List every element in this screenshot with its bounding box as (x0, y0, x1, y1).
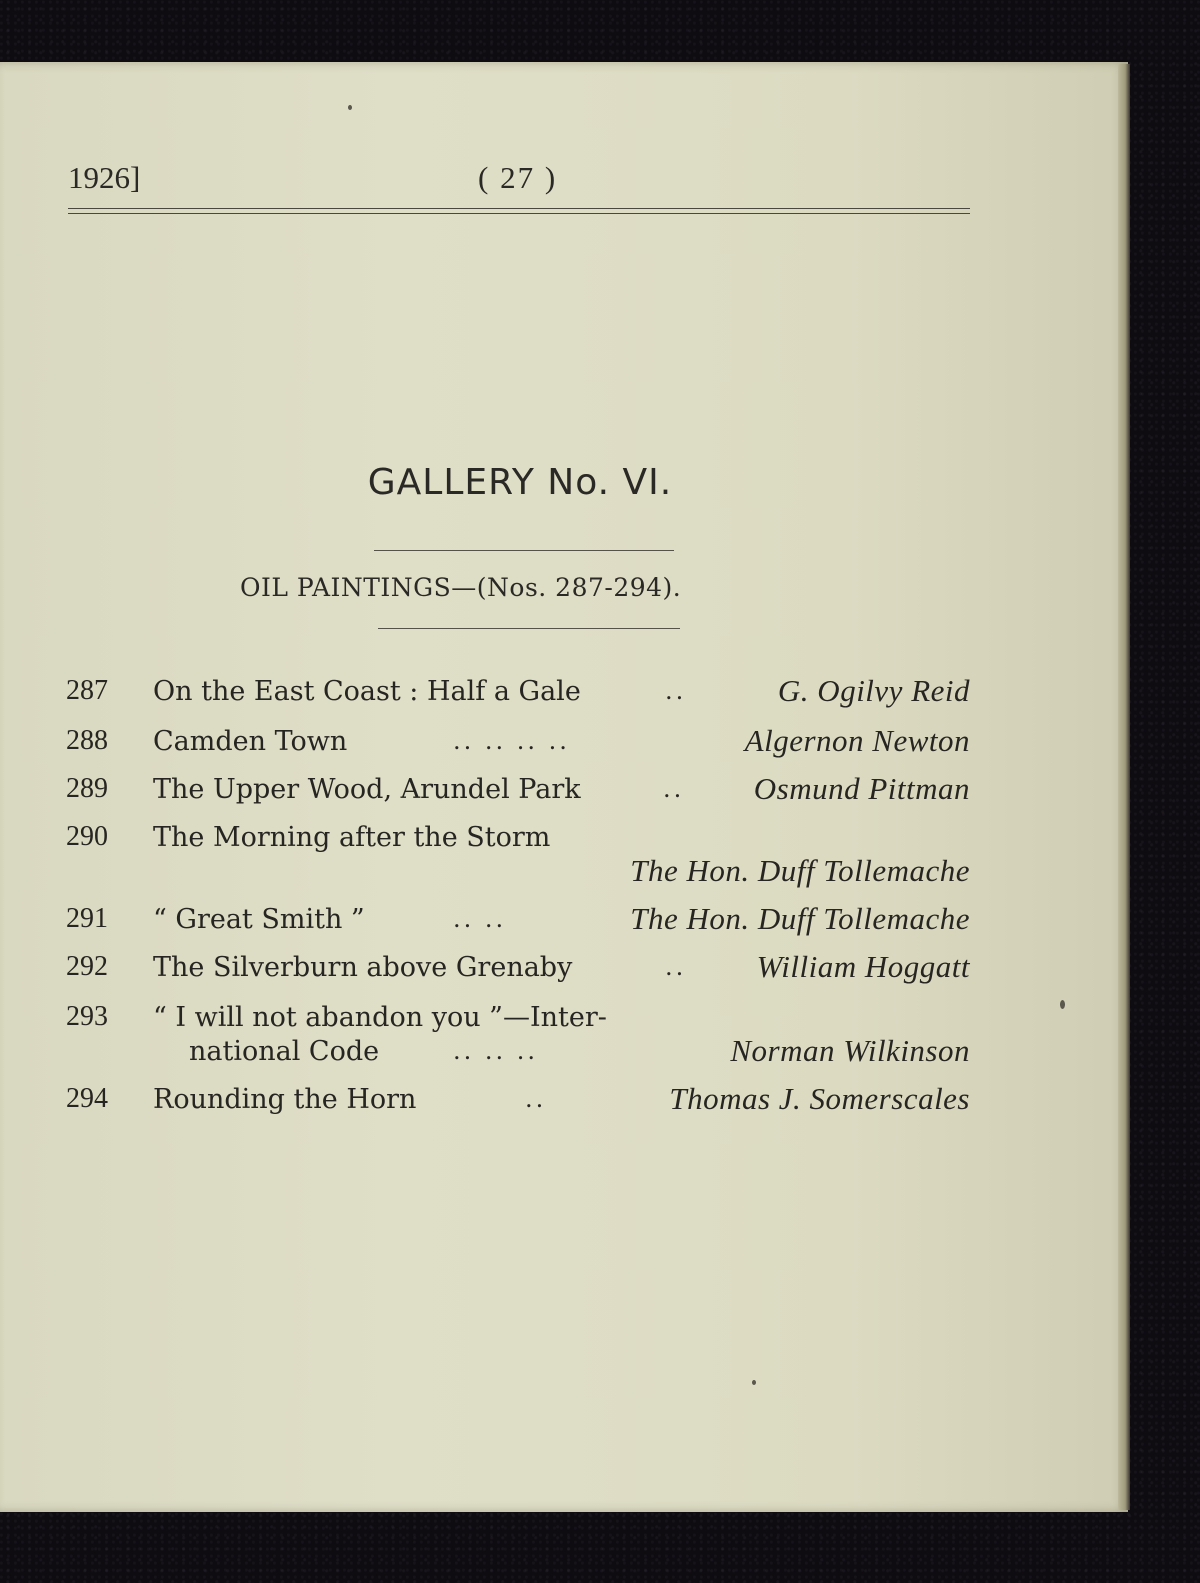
catalogue-list (66, 674, 970, 1130)
header-rule (68, 208, 970, 214)
catalogue-entry (66, 820, 970, 902)
entry-title: “ I will not abandon you ”—Inter- (153, 1002, 607, 1033)
leader-dots: .. (525, 1085, 547, 1113)
section-rule-bottom (378, 628, 680, 629)
leader-dots: .. .. (453, 905, 507, 933)
entry-line (153, 674, 970, 708)
entry-line (153, 724, 970, 758)
entry-artist: Algernon Newton (744, 723, 970, 758)
entry-line (153, 1034, 970, 1068)
entry-artist: The Hon. Duff Tollemache (630, 901, 970, 936)
entry-line (153, 902, 970, 936)
gallery-title: GALLERY No. VI. (367, 462, 673, 503)
paper-speck (752, 1380, 756, 1385)
entry-title: Rounding the Horn (153, 1084, 417, 1115)
entry-title: On the East Coast : Half a Gale (153, 676, 581, 707)
entry-number: 290 (66, 821, 108, 852)
entry-line (153, 854, 970, 888)
catalogue-entry (66, 772, 970, 820)
entry-line (153, 820, 970, 854)
section-rule-top (374, 550, 674, 551)
running-head (68, 160, 970, 204)
running-head-year: 1926] (68, 160, 141, 195)
entry-number: 294 (66, 1083, 108, 1114)
paper-speck (348, 105, 352, 110)
page-number: ( 27 ) (478, 160, 558, 195)
catalogue-entry (66, 1000, 970, 1082)
entry-line (153, 1000, 970, 1034)
entry-line (153, 1082, 970, 1116)
entry-artist: G. Ogilvy Reid (777, 673, 970, 708)
entry-title: The Morning after the Storm (153, 822, 551, 853)
entry-title-continued: national Code (189, 1036, 380, 1067)
leader-dots: .. .. .. .. (453, 727, 570, 755)
catalogue-entry (66, 950, 970, 1000)
entry-line (153, 950, 970, 984)
leader-dots: .. .. .. (453, 1037, 539, 1065)
entry-artist: Osmund Pittman (753, 771, 970, 806)
entry-number: 287 (66, 675, 108, 706)
entry-artist: Thomas J. Somerscales (669, 1081, 970, 1116)
entry-number: 292 (66, 951, 108, 982)
entry-artist: The Hon. Duff Tollemache (630, 853, 970, 888)
catalogue-entry (66, 724, 970, 772)
catalogue-entry (66, 902, 970, 950)
catalogue-entry (66, 674, 970, 724)
section-title: OIL PAINTINGS—(Nos. 287-294). (240, 573, 682, 602)
leader-dots: .. (665, 677, 687, 705)
entry-title: Camden Town (153, 726, 348, 757)
page-edge (1118, 64, 1130, 1510)
leader-dots: .. (665, 953, 687, 981)
leader-dots: .. (663, 775, 685, 803)
entry-number: 289 (66, 773, 108, 804)
entry-artist: Norman Wilkinson (730, 1033, 970, 1068)
entry-number: 288 (66, 725, 108, 756)
entry-artist: William Hoggatt (756, 949, 970, 984)
paper-speck (1060, 1000, 1065, 1009)
entry-number: 293 (66, 1001, 108, 1032)
entry-title: “ Great Smith ” (153, 904, 365, 935)
entry-line (153, 772, 970, 806)
entry-title: The Silverburn above Grenaby (153, 952, 573, 983)
entry-number: 291 (66, 903, 108, 934)
entry-title: The Upper Wood, Arundel Park (153, 774, 581, 805)
catalogue-entry (66, 1082, 970, 1130)
